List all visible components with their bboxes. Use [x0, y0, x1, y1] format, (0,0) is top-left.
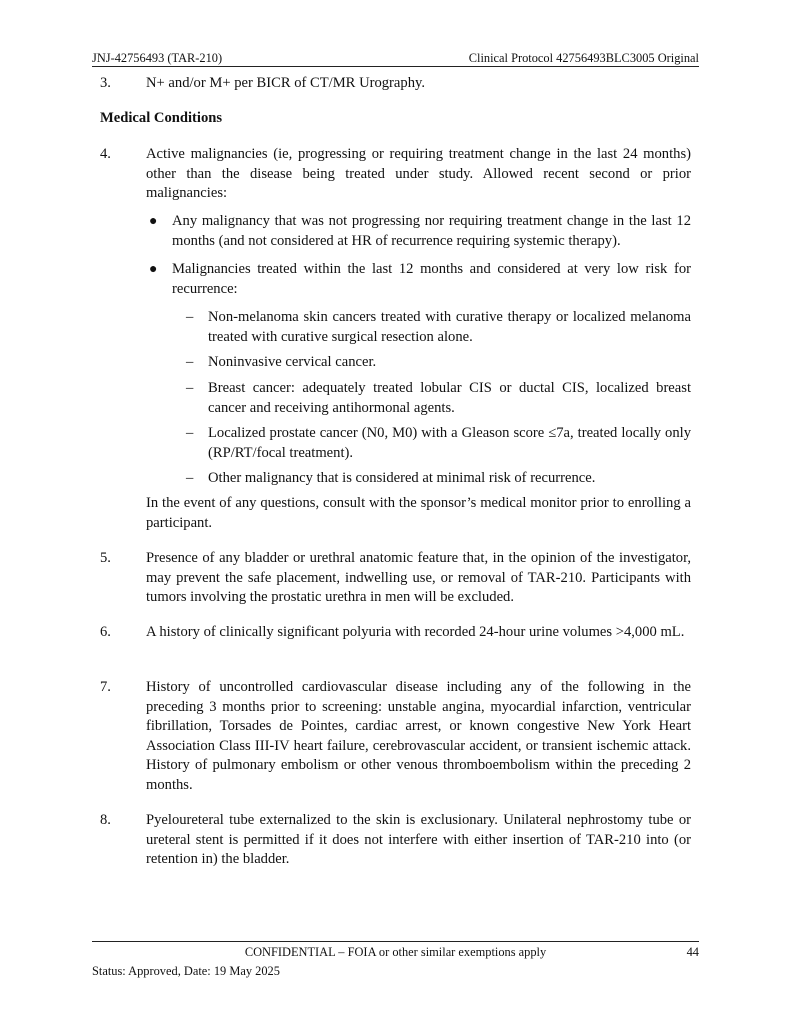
bullet-item: Any malignancy that was not progressing nor requiring treatment change in the last 12 months (and not considered at HR of recurrence requiring systemic therapy). — [172, 213, 691, 249]
item-number: 5. — [100, 550, 111, 566]
criterion-4-text: Active malignancies (ie, progressing or requiring treatment change in the last 24 months) other than the disease being treated under study. Allowed recent second or prior malignancies: — [146, 146, 691, 201]
page-header — [92, 50, 699, 67]
item-number: 4. — [100, 146, 111, 162]
sub-item: Non-melanoma skin cancers treated with curative therapy or localized melanoma treated with curative surgical resection alone. — [208, 309, 691, 345]
bullet-item: Malignancies treated within the last 12 months and considered at very low risk for recurrence: — [172, 261, 691, 297]
sub-item: Breast cancer: adequately treated lobular CIS or ductal CIS, localized breast cancer and receiving antihormonal agents. — [208, 380, 691, 416]
dash-icon: – — [186, 470, 194, 486]
header-protocol-title: Clinical Protocol 42756493BLC3005 Original — [468, 51, 699, 65]
section-heading: Medical Conditions — [100, 110, 223, 126]
criterion-8-text: Pyeloureteral tube externalized to the skin is exclusionary. Unilateral nephrostomy tube or ureteral stent is permitted if it does not interfere with either insertion of TAR-210 into (or retention in) the bladder. — [146, 812, 691, 867]
sub-item: Localized prostate cancer (N0, M0) with a Gleason score ≤7a, treated locally only (RP/RT/focal treatment). — [208, 425, 691, 461]
dash-icon: – — [186, 354, 194, 370]
item-number: 6. — [100, 624, 111, 640]
footer-status: Status: Approved, Date: 19 May 2025 — [92, 964, 280, 978]
dash-icon: – — [186, 309, 194, 325]
criterion-4-note: In the event of any questions, consult with the sponsor’s medical monitor prior to enrolling a participant. — [146, 495, 691, 531]
criterion-6-text: A history of clinically significant polyuria with recorded 24-hour urine volumes >4,000 mL. — [146, 624, 685, 640]
dash-icon: – — [186, 380, 194, 396]
page-number: 44 — [686, 945, 699, 959]
sub-item: Noninvasive cervical cancer. — [208, 354, 377, 370]
footer-confidential: CONFIDENTIAL – FOIA or other similar exemptions apply — [244, 945, 547, 959]
footer-divider — [92, 941, 699, 942]
criterion-5-text: Presence of any bladder or urethral anatomic feature that, in the opinion of the investigator, may prevent the safe placement, indwelling use, or removal of TAR-210. Participants with tumors involving the prostatic urethra in men will be excluded. — [146, 550, 691, 605]
item-number: 3. — [100, 75, 111, 91]
bullet-icon: ● — [149, 214, 158, 229]
sub-item: Other malignancy that is considered at minimal risk of recurrence. — [208, 470, 596, 486]
item-number: 7. — [100, 679, 111, 695]
criterion-3-text: N+ and/or M+ per BICR of CT/MR Urography. — [146, 75, 425, 91]
criterion-7-text: History of uncontrolled cardiovascular disease including any of the following in the preceding 3 months prior to screening: unstable angina, myocardial infarction, ventricular fibrillation, Torsades de Pointes, cardiac arrest, or known congestive New York Heart Association Class III-IV heart failure, cerebrovascular accident, or transient ischemic attack. History of pulmonary embolism or other venous thromboembolism within the preceding 2 months. — [146, 679, 691, 793]
dash-icon: – — [186, 425, 194, 441]
item-number: 8. — [100, 812, 111, 828]
header-document-id: JNJ-42756493 (TAR-210) — [92, 51, 223, 65]
bullet-icon: ● — [149, 262, 158, 277]
